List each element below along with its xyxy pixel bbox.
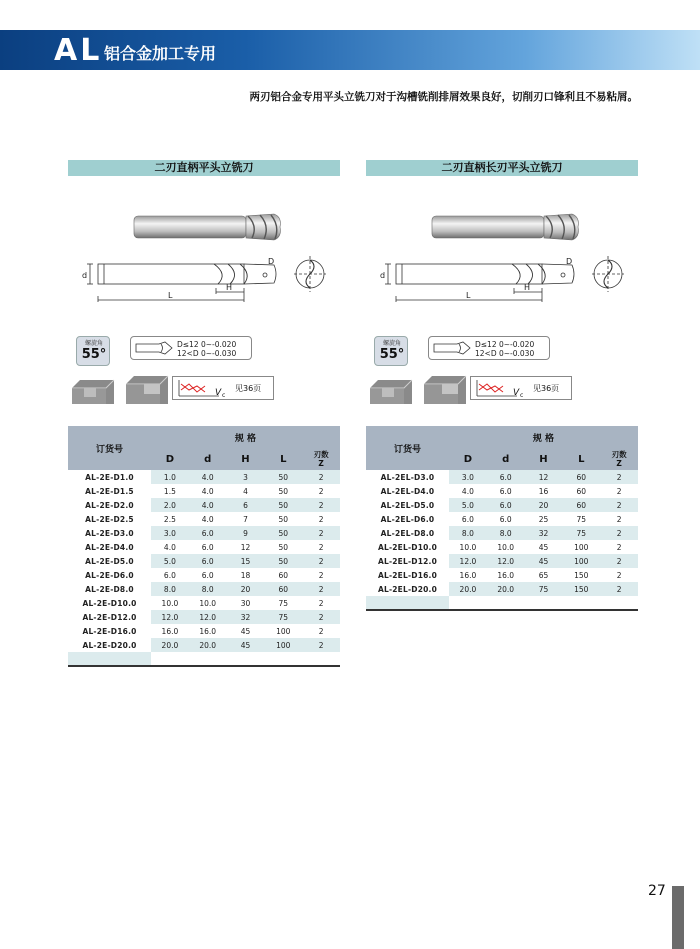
value-cell-H: 6 bbox=[227, 498, 265, 512]
tool-tip-icon bbox=[433, 341, 471, 355]
order-code-cell: AL-2E-D10.0 bbox=[68, 596, 151, 610]
series-description: 两刃铝合金专用平头立铣刀对于沟槽铣削排屑效果良好，切削刃口锋利且不易粘屑。 bbox=[249, 91, 638, 103]
table-row bbox=[68, 512, 340, 526]
value-cell-D: 6.0 bbox=[151, 568, 189, 582]
value-cell-L: 75 bbox=[264, 596, 302, 610]
value-cell-L: 50 bbox=[264, 470, 302, 484]
dim-d-label: d bbox=[82, 271, 88, 280]
order-code-cell: AL-2E-D2.5 bbox=[68, 512, 151, 526]
value-cell-L: 100 bbox=[264, 638, 302, 652]
value-cell-d: 12.0 bbox=[189, 610, 227, 624]
product-title: 二刃直柄长刃平头立铣刀 bbox=[366, 160, 638, 176]
value-cell-H: 4 bbox=[227, 484, 265, 498]
value-cell-Z: 2 bbox=[302, 638, 340, 652]
end-mill-figure bbox=[366, 176, 638, 326]
column-header-3: L bbox=[264, 448, 302, 470]
value-cell-L: 75 bbox=[562, 512, 600, 526]
value-cell-d: 6.0 bbox=[189, 554, 227, 568]
order-code-cell: AL-2E-D20.0 bbox=[68, 638, 151, 652]
cutting-speed-chart-box bbox=[470, 376, 572, 400]
value-cell-D: 12.0 bbox=[449, 554, 487, 568]
value-cell-Z: 2 bbox=[600, 470, 638, 484]
value-cell-D: 4.0 bbox=[151, 540, 189, 554]
product-table bbox=[68, 426, 340, 667]
table-body bbox=[366, 470, 638, 610]
helix-angle-label: 螺旋角 bbox=[84, 340, 103, 347]
column-header-4: 刃数 Z bbox=[600, 448, 638, 470]
value-cell-L: 50 bbox=[264, 484, 302, 498]
dim-H-label: H bbox=[524, 283, 531, 292]
value-cell-Z: 2 bbox=[302, 582, 340, 596]
slot-milling-icon bbox=[70, 374, 116, 408]
order-code-cell: AL-2EL-D3.0 bbox=[366, 470, 449, 484]
table-row bbox=[68, 582, 340, 596]
order-code-cell: AL-2EL-D16.0 bbox=[366, 568, 449, 582]
value-cell-Z: 2 bbox=[600, 498, 638, 512]
spec-icons bbox=[366, 326, 638, 426]
value-cell-D: 5.0 bbox=[449, 498, 487, 512]
value-cell-Z: 2 bbox=[600, 484, 638, 498]
value-cell-d: 16.0 bbox=[487, 568, 525, 582]
value-cell-d: 6.0 bbox=[487, 484, 525, 498]
dim-H-label: H bbox=[226, 283, 233, 292]
svg-text:c: c bbox=[520, 392, 524, 398]
value-cell-H: 18 bbox=[227, 568, 265, 582]
value-cell-d: 20.0 bbox=[189, 638, 227, 652]
value-cell-Z bbox=[302, 652, 340, 666]
end-mill-photo bbox=[432, 214, 578, 240]
order-code-cell: AL-2E-D6.0 bbox=[68, 568, 151, 582]
table-row bbox=[366, 540, 638, 554]
order-code-cell: AL-2EL-D8.0 bbox=[366, 526, 449, 540]
spec-header: 规 格 bbox=[151, 426, 340, 448]
tolerance-line-1: D≤12 0~-0.020 bbox=[177, 340, 237, 349]
dim-L-label: L bbox=[168, 291, 173, 300]
page-number: 27 bbox=[648, 883, 666, 899]
dim-L-label: L bbox=[466, 291, 471, 300]
shoulder-milling-icon bbox=[124, 374, 170, 408]
value-cell-d: 12.0 bbox=[487, 554, 525, 568]
value-cell-H: 45 bbox=[525, 540, 563, 554]
value-cell-L: 150 bbox=[562, 568, 600, 582]
see-page-reference: 见36页 bbox=[533, 384, 560, 393]
tolerance-box bbox=[428, 336, 550, 360]
order-code-cell: AL-2E-D1.0 bbox=[68, 470, 151, 484]
shoulder-milling-icon bbox=[422, 374, 468, 408]
value-cell-H: 45 bbox=[227, 624, 265, 638]
value-cell-L: 75 bbox=[264, 610, 302, 624]
end-mill-figure bbox=[68, 176, 340, 326]
table-body bbox=[68, 470, 340, 666]
value-cell-Z: 2 bbox=[302, 624, 340, 638]
value-cell-D: 2.0 bbox=[151, 498, 189, 512]
order-code-cell: AL-2EL-D6.0 bbox=[366, 512, 449, 526]
spec-header: 规 格 bbox=[449, 426, 638, 448]
product-table bbox=[366, 426, 638, 611]
value-cell-D: 8.0 bbox=[449, 526, 487, 540]
value-cell-Z: 2 bbox=[302, 540, 340, 554]
value-cell-d: 10.0 bbox=[189, 596, 227, 610]
order-code-cell: AL-2EL-D4.0 bbox=[366, 484, 449, 498]
value-cell-d: 8.0 bbox=[189, 582, 227, 596]
value-cell-Z: 2 bbox=[302, 498, 340, 512]
order-code-cell: AL-2EL-D12.0 bbox=[366, 554, 449, 568]
value-cell-d: 6.0 bbox=[487, 512, 525, 526]
value-cell-Z: 2 bbox=[302, 512, 340, 526]
series-title: 铝合金加工专用 bbox=[104, 44, 217, 63]
tool-tip-icon bbox=[135, 341, 173, 355]
value-cell-Z: 2 bbox=[302, 554, 340, 568]
value-cell-D: 10.0 bbox=[449, 540, 487, 554]
table-row bbox=[366, 470, 638, 484]
value-cell-d: 8.0 bbox=[487, 526, 525, 540]
value-cell-L: 50 bbox=[264, 540, 302, 554]
product-column-1 bbox=[68, 160, 340, 667]
end-mill-photo bbox=[134, 214, 280, 240]
value-cell-L bbox=[264, 652, 302, 666]
helix-angle-label: 螺旋角 bbox=[382, 340, 401, 347]
order-code-cell: AL-2E-D1.5 bbox=[68, 484, 151, 498]
order-code-cell: AL-2E-D12.0 bbox=[68, 610, 151, 624]
value-cell-H: 20 bbox=[227, 582, 265, 596]
order-code-cell: AL-2E-D8.0 bbox=[68, 582, 151, 596]
header-band bbox=[0, 30, 700, 70]
value-cell-L: 60 bbox=[264, 568, 302, 582]
value-cell-D: 20.0 bbox=[151, 638, 189, 652]
value-cell-D: 4.0 bbox=[449, 484, 487, 498]
value-cell-d: 6.0 bbox=[189, 526, 227, 540]
value-cell-d: 4.0 bbox=[189, 498, 227, 512]
value-cell-H: 45 bbox=[227, 638, 265, 652]
value-cell-D: 5.0 bbox=[151, 554, 189, 568]
value-cell-Z: 2 bbox=[302, 484, 340, 498]
column-header-0: D bbox=[151, 448, 189, 470]
value-cell-D: 12.0 bbox=[151, 610, 189, 624]
value-cell-H: 75 bbox=[525, 582, 563, 596]
table-row bbox=[366, 568, 638, 582]
table-row bbox=[68, 568, 340, 582]
value-cell-L: 50 bbox=[264, 512, 302, 526]
value-cell-H bbox=[525, 596, 563, 610]
value-cell-Z: 2 bbox=[600, 512, 638, 526]
value-cell-L: 50 bbox=[264, 526, 302, 540]
see-page-reference: 见36页 bbox=[235, 384, 262, 393]
table-row bbox=[68, 554, 340, 568]
value-cell-H: 65 bbox=[525, 568, 563, 582]
value-cell-d: 6.0 bbox=[487, 470, 525, 484]
helix-angle-badge bbox=[374, 336, 408, 366]
table-row bbox=[68, 652, 340, 666]
svg-text:c: c bbox=[222, 392, 226, 398]
table-row bbox=[366, 512, 638, 526]
value-cell-H: 20 bbox=[525, 498, 563, 512]
order-number-header: 订货号 bbox=[68, 426, 151, 470]
value-cell-d: 6.0 bbox=[487, 498, 525, 512]
value-cell-d: 16.0 bbox=[189, 624, 227, 638]
value-cell-L bbox=[562, 596, 600, 610]
value-cell-H bbox=[227, 652, 265, 666]
table-row bbox=[366, 554, 638, 568]
table-row bbox=[68, 526, 340, 540]
order-code-cell: AL-2E-D3.0 bbox=[68, 526, 151, 540]
value-cell-L: 100 bbox=[264, 624, 302, 638]
value-cell-H: 16 bbox=[525, 484, 563, 498]
value-cell-L: 100 bbox=[562, 554, 600, 568]
value-cell-H: 15 bbox=[227, 554, 265, 568]
page-tab-bar bbox=[672, 886, 684, 949]
value-cell-H: 3 bbox=[227, 470, 265, 484]
value-cell-L: 50 bbox=[264, 554, 302, 568]
value-cell-Z: 2 bbox=[600, 540, 638, 554]
table-row bbox=[68, 638, 340, 652]
value-cell-d bbox=[487, 596, 525, 610]
value-cell-D: 16.0 bbox=[151, 624, 189, 638]
column-header-2: H bbox=[525, 448, 563, 470]
svg-text:V: V bbox=[513, 388, 520, 398]
dim-d-label: d bbox=[380, 271, 386, 280]
column-header-1: d bbox=[487, 448, 525, 470]
value-cell-d: 20.0 bbox=[487, 582, 525, 596]
helix-angle-value: 55° bbox=[379, 347, 405, 362]
table-row bbox=[68, 470, 340, 484]
value-cell-L: 60 bbox=[562, 484, 600, 498]
value-cell-d: 4.0 bbox=[189, 470, 227, 484]
value-cell-L: 60 bbox=[562, 498, 600, 512]
tolerance-box bbox=[130, 336, 252, 360]
value-cell-L: 150 bbox=[562, 582, 600, 596]
end-mill-drawing bbox=[87, 256, 326, 302]
dim-D-label: D bbox=[268, 257, 275, 266]
value-cell-D: 1.5 bbox=[151, 484, 189, 498]
value-cell-H: 30 bbox=[227, 596, 265, 610]
order-code-cell: AL-2EL-D20.0 bbox=[366, 582, 449, 596]
cutting-speed-chart-icon bbox=[175, 378, 231, 398]
product-column-2 bbox=[366, 160, 638, 611]
table-row bbox=[366, 582, 638, 596]
tolerance-line-1: D≤12 0~-0.020 bbox=[475, 340, 535, 349]
value-cell-H: 9 bbox=[227, 526, 265, 540]
column-header-0: D bbox=[449, 448, 487, 470]
column-header-1: d bbox=[189, 448, 227, 470]
table-row bbox=[366, 526, 638, 540]
value-cell-Z: 2 bbox=[600, 582, 638, 596]
value-cell-Z: 2 bbox=[600, 526, 638, 540]
value-cell-Z: 2 bbox=[302, 568, 340, 582]
value-cell-Z: 2 bbox=[600, 554, 638, 568]
slot-milling-icon bbox=[368, 374, 414, 408]
value-cell-H: 12 bbox=[525, 470, 563, 484]
value-cell-Z: 2 bbox=[302, 526, 340, 540]
column-header-2: H bbox=[227, 448, 265, 470]
value-cell-D: 3.0 bbox=[449, 470, 487, 484]
table-row bbox=[68, 624, 340, 638]
value-cell-H: 25 bbox=[525, 512, 563, 526]
value-cell-Z: 2 bbox=[600, 568, 638, 582]
value-cell-d: 10.0 bbox=[487, 540, 525, 554]
value-cell-D: 3.0 bbox=[151, 526, 189, 540]
column-header-4: 刃数 Z bbox=[302, 448, 340, 470]
value-cell-D: 16.0 bbox=[449, 568, 487, 582]
cutting-speed-chart-icon bbox=[473, 378, 529, 398]
value-cell-d: 4.0 bbox=[189, 512, 227, 526]
svg-text:V: V bbox=[215, 388, 222, 398]
cutting-speed-chart-box bbox=[172, 376, 274, 400]
table-row bbox=[68, 484, 340, 498]
table-row bbox=[68, 610, 340, 624]
table-row bbox=[68, 596, 340, 610]
value-cell-d bbox=[189, 652, 227, 666]
value-cell-D: 2.5 bbox=[151, 512, 189, 526]
order-code-cell: AL-2EL-D10.0 bbox=[366, 540, 449, 554]
value-cell-L: 75 bbox=[562, 526, 600, 540]
table-row bbox=[68, 540, 340, 554]
value-cell-L: 50 bbox=[264, 498, 302, 512]
value-cell-D bbox=[449, 596, 487, 610]
value-cell-D: 20.0 bbox=[449, 582, 487, 596]
table-row bbox=[68, 498, 340, 512]
table-row bbox=[366, 484, 638, 498]
order-code-cell: AL-2E-D16.0 bbox=[68, 624, 151, 638]
value-cell-L: 60 bbox=[562, 470, 600, 484]
order-code-cell: AL-2E-D5.0 bbox=[68, 554, 151, 568]
helix-angle-badge bbox=[76, 336, 110, 366]
value-cell-d: 6.0 bbox=[189, 568, 227, 582]
tolerance-line-2: 12<D 0~-0.030 bbox=[177, 349, 237, 358]
value-cell-D: 1.0 bbox=[151, 470, 189, 484]
value-cell-Z: 2 bbox=[302, 470, 340, 484]
column-header-3: L bbox=[562, 448, 600, 470]
value-cell-Z: 2 bbox=[302, 610, 340, 624]
end-mill-drawing bbox=[385, 256, 624, 302]
table-row bbox=[366, 596, 638, 610]
value-cell-Z: 2 bbox=[302, 596, 340, 610]
value-cell-H: 32 bbox=[227, 610, 265, 624]
order-code-cell bbox=[366, 596, 449, 610]
product-title: 二刃直柄平头立铣刀 bbox=[68, 160, 340, 176]
value-cell-d: 6.0 bbox=[189, 540, 227, 554]
value-cell-L: 60 bbox=[264, 582, 302, 596]
value-cell-H: 45 bbox=[525, 554, 563, 568]
order-code-cell: AL-2E-D2.0 bbox=[68, 498, 151, 512]
value-cell-Z bbox=[600, 596, 638, 610]
value-cell-d: 4.0 bbox=[189, 484, 227, 498]
series-code: AL bbox=[54, 33, 103, 68]
spec-icons bbox=[68, 326, 340, 426]
value-cell-D bbox=[151, 652, 189, 666]
value-cell-D: 10.0 bbox=[151, 596, 189, 610]
table-row bbox=[366, 498, 638, 512]
value-cell-H: 32 bbox=[525, 526, 563, 540]
value-cell-L: 100 bbox=[562, 540, 600, 554]
order-code-cell: AL-2EL-D5.0 bbox=[366, 498, 449, 512]
value-cell-H: 7 bbox=[227, 512, 265, 526]
order-code-cell: AL-2E-D4.0 bbox=[68, 540, 151, 554]
value-cell-D: 6.0 bbox=[449, 512, 487, 526]
dim-D-label: D bbox=[566, 257, 573, 266]
helix-angle-value: 55° bbox=[81, 347, 107, 362]
value-cell-D: 8.0 bbox=[151, 582, 189, 596]
order-code-cell bbox=[68, 652, 151, 666]
tolerance-line-2: 12<D 0~-0.030 bbox=[475, 349, 535, 358]
value-cell-H: 12 bbox=[227, 540, 265, 554]
order-number-header: 订货号 bbox=[366, 426, 449, 470]
